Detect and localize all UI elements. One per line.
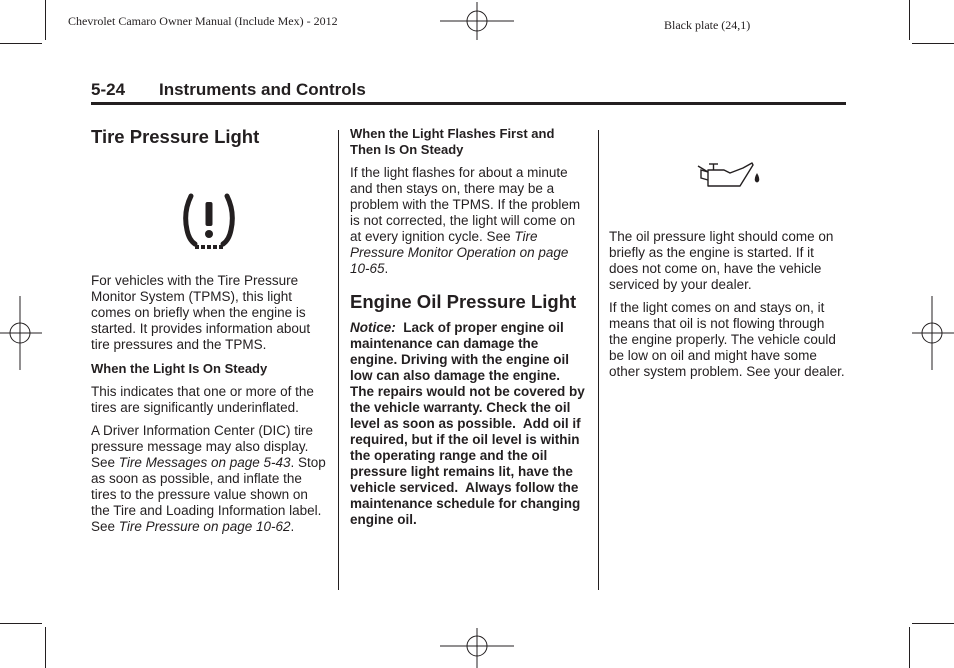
page-number: 5-24: [91, 80, 126, 99]
column-1: [91, 126, 327, 535]
tire-pressure-intro: For vehicles with the Tire Pressure Monitor System (TPMS), this light comes on briefly when the engine is started. It provides information about tire pressures and the TPMS.: [91, 273, 311, 352]
tire-pressure-icon-wrap: [91, 148, 327, 273]
print-header-plate: Black plate (24,1): [664, 18, 751, 32]
section-rule: [91, 102, 846, 105]
steady-text: This indicates that one or more of the tires are significantly underinflated.: [91, 384, 314, 415]
registration-mark-left: [0, 296, 42, 370]
registration-mark-right: [912, 296, 954, 370]
steady-heading: When the Light Is On Steady: [91, 361, 268, 376]
registration-mark-top: [440, 2, 514, 42]
dic-text: A Driver Information Center (DIC) tire pressure message may also display. See: [91, 423, 314, 470]
column-divider: [598, 130, 599, 590]
tire-pressure-link[interactable]: Tire Pressure on page 10-62: [118, 519, 291, 534]
crop-mark: [909, 0, 910, 40]
engine-oil-heading: Engine Oil Pressure Light: [350, 291, 577, 312]
crop-mark: [0, 43, 42, 44]
flash-text: .: [384, 261, 389, 276]
oil-icon-wrap: [609, 126, 846, 229]
oil-paragraph-2: If the light comes on and stays on, it means that oil is not flowing through the engine properly. The vehicle could be low on oil and might have some other system problem. See your dealer.: [609, 300, 845, 379]
tire-pressure-heading: Tire Pressure Light: [91, 126, 260, 147]
tpms-operation-link[interactable]: Tire Pressure Monitor Operation on page 10-65: [350, 229, 569, 276]
flash-paragraph: [350, 165, 588, 277]
tire-messages-link[interactable]: Tire Messages on page 5-43: [118, 455, 291, 470]
flash-text: If the light flashes for about a minute and then stays on, there may be a problem with the TPMS. If the problem is not corrected, the light will come on at every ignition cycle. See: [350, 165, 581, 244]
crop-mark: [45, 0, 46, 40]
notice-paragraph: [350, 320, 588, 528]
section-name: Instruments and Controls: [159, 80, 366, 99]
column-divider: [338, 130, 339, 590]
crop-mark: [0, 623, 42, 624]
registration-mark-bottom: [440, 628, 514, 668]
tire-pressure-warning-icon: [181, 190, 237, 250]
print-header-title: Chevrolet Camaro Owner Manual (Include Mex) - 2012: [68, 14, 338, 28]
oil-can-icon: [697, 158, 763, 192]
flash-heading: When the Light Flashes First and Then Is On Steady: [350, 126, 555, 157]
crop-mark: [912, 43, 954, 44]
dic-paragraph: [91, 423, 327, 535]
dic-text: . Stop as soon as possible, and inflate the tires to the pressure value shown on the Tire and Loading Information label. See: [91, 455, 326, 534]
section-title: [91, 80, 846, 100]
crop-mark: [912, 623, 954, 624]
column-3: [609, 126, 846, 380]
notice-label: Notice:: [350, 320, 396, 335]
notice-text: Lack of proper engine oil maintenance can damage the engine. Driving with the engine oil low can also damage the engine. The repairs would not be covered by the vehicle warranty. Check the oil level as soon as possible. Add oil if required, but if the oil level is within the operating range and the oil pressure light remains lit, have the vehicle serviced. Always follow the maintenance schedule for changing engine oil.: [350, 320, 589, 527]
dic-text: .: [290, 519, 295, 534]
oil-paragraph-1: The oil pressure light should come on briefly as the engine is started. If it does not come on, have the vehicle serviced by your dealer.: [609, 229, 834, 292]
column-2: [350, 126, 588, 528]
crop-mark: [45, 627, 46, 668]
crop-mark: [909, 627, 910, 668]
